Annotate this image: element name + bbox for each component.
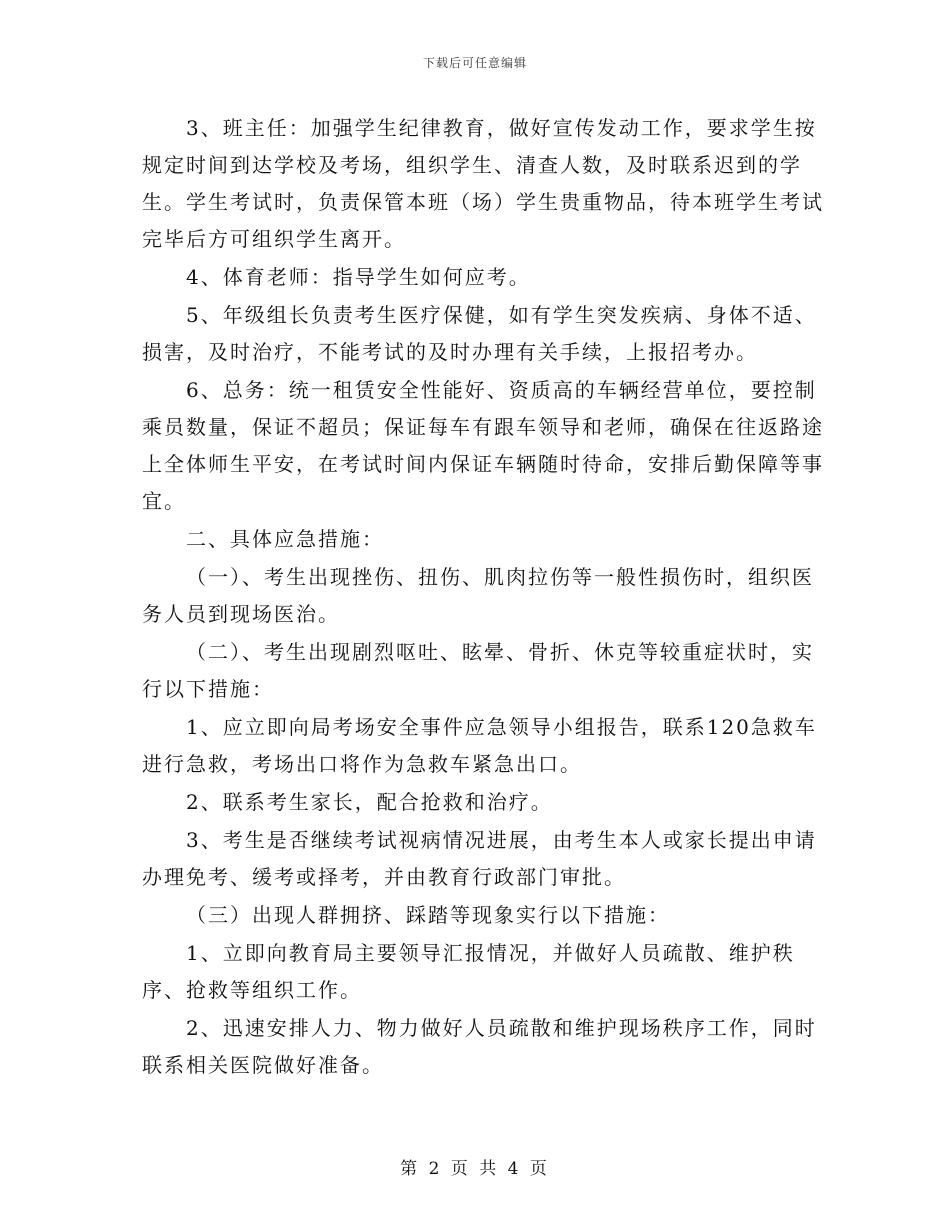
paragraph-class-teacher: 3、班主任：加强学生纪律教育，做好宣传发动工作，要求学生按规定时间到达学校及考场，组织学生、清查人数，及时联系迟到的学生。学生考试时，负责保管本班（场）学生贵重物品，待本班学生考试完毕后方可组织学生离开。 [142, 116, 824, 251]
page-footer: 第 2 页 共 4 页 [400, 1159, 550, 1179]
paragraph-report-ambulance: 1、应立即向局考场安全事件应急领导小组报告，联系120急救车进行急救，考场出口将作为急救车紧急出口。 [142, 715, 817, 776]
paragraph-pe-teacher: 4、体育老师：指导学生如何应考。 [186, 265, 531, 289]
section-heading-emergency-measures: 二、具体应急措施： [186, 527, 384, 551]
paragraph-contact-parents: 2、联系考生家长，配合抢救和治疗。 [186, 790, 553, 814]
paragraph-grade-leader: 5、年级组长负责考生医疗保健，如有学生突发疾病、身体不适、损害，及时治疗，不能考试的及时办理有关手续，上报招考办。 [142, 303, 817, 364]
paragraph-report-leaders: 1、立即向教育局主要领导汇报情况，并做好人员疏散、维护秩序、抢救等组织工作。 [142, 941, 795, 1002]
paragraph-minor-injury: （一）、考生出现挫伤、扭伤、肌肉拉伤等一般性损伤时，组织医务人员到现场医治。 [142, 565, 814, 626]
paragraph-continue-exam: 3、考生是否继续考试视病情况进展，由考生本人或家长提出申请办理免考、缓考或择考，并由教育行政部门审批。 [142, 828, 817, 889]
paragraph-serious-symptoms: （二）、考生出现剧烈呕吐、眩晕、骨折、休克等较重症状时，实行以下措施： [142, 640, 814, 701]
paragraph-arrange-resources: 2、迅速安排人力、物力做好人员疏散和维护现场秩序工作，同时联系相关医院做好准备。 [142, 1016, 817, 1077]
document-body [142, 110, 832, 1084]
paragraph-general-affairs: 6、总务：统一租赁安全性能好、资质高的车辆经营单位，要控制乘员数量，保证不超员；保证每车有跟车领导和老师，确保在往返路途上全体师生平安，在考试时间内保证车辆随时待命，安排后勤保障等事宜。 [142, 378, 824, 513]
paragraph-crowd-heading: （三）出现人群拥挤、踩踏等现象实行以下措施： [186, 903, 670, 927]
page-header: 下载后可任意编辑 [422, 56, 527, 70]
